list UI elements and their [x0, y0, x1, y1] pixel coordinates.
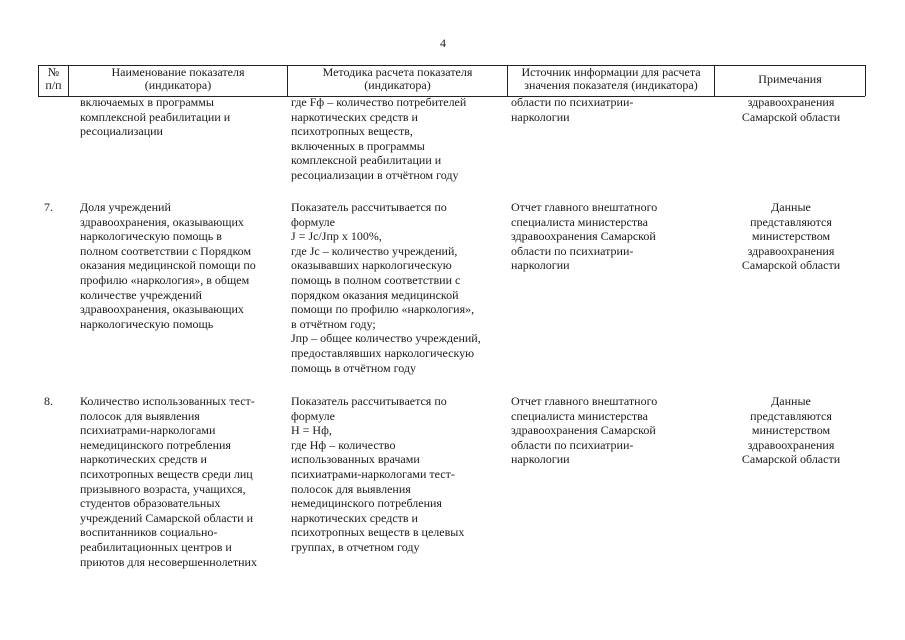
continuation-source: области по психиатрии- наркологии — [511, 95, 634, 124]
header-notes: Примечания — [758, 72, 822, 86]
row-number: 7. — [44, 200, 53, 214]
row-number: 8. — [44, 394, 53, 408]
header-num: № п/п — [45, 65, 62, 92]
row-notes: Данные представляются министерством здравоохранения Самарской области — [741, 394, 841, 467]
row-source: Отчет главного внештатного специалиста министерства здравоохранения Самарской области по психиатрии- наркологии — [511, 200, 658, 273]
page-number: 4 — [440, 36, 446, 50]
continuation-notes: здравоохранения Самарской области — [741, 95, 841, 124]
row-source: Отчет главного внештатного специалиста министерства здравоохранения Самарской области по психиатрии- наркологии — [511, 394, 658, 467]
header-method: Методика расчета показателя (индикатора) — [322, 65, 473, 92]
header-source: Источник информации для расчета значения показателя (индикатора) — [521, 65, 701, 92]
column-divider — [865, 65, 866, 96]
row-method: Показатель рассчитывается по формуле J = Jс/Jпр х 100%, где Jс – количество учреждений, оказывавших наркологическую помощь в полном соответствии с порядком оказания медицинской помощи по профилю «наркология», в отчётном году; Jпр – общее количество учреждений, предоставлявших наркологическую помощь в отчётном году — [291, 200, 481, 375]
row-method: Показатель рассчитывается по формуле Н = Нф, где Нф – количество использованных врачами психиатрами-наркологами тест- полосок для выявления немедицинского потребления наркотических средств и психотропных веществ в целевых группах, в отчетном году — [291, 394, 465, 554]
row-notes: Данные представляются министерством здравоохранения Самарской области — [741, 200, 841, 273]
header-name: Наименование показателя (индикатора) — [111, 65, 245, 92]
row-name: Доля учреждений здравоохранения, оказывающих наркологическую помощь в полном соответствии с Порядком оказания медицинской помощи по профилю «наркология», в общем количестве учреждений здравоохранения, оказывающих наркологическую помощь — [80, 200, 256, 331]
continuation-name: включаемых в программы комплексной реабилитации и ресоциализации — [80, 95, 231, 139]
row-name: Количество использованных тест- полосок для выявления психиатрами-наркологами немедицинского потребления наркотических средств и психотропных веществ среди лиц призывного возраста, учащихся, студентов образовательных учреждений Самарской области и воспитанников социально- реабилитационных центров и приютов для несовершеннолетних — [80, 394, 257, 569]
continuation-method: где Fф – количество потребителей наркотических средств и психотропных веществ, включенных в программы комплексной реабилитации и ресоциализации в отчётном году — [291, 95, 467, 182]
